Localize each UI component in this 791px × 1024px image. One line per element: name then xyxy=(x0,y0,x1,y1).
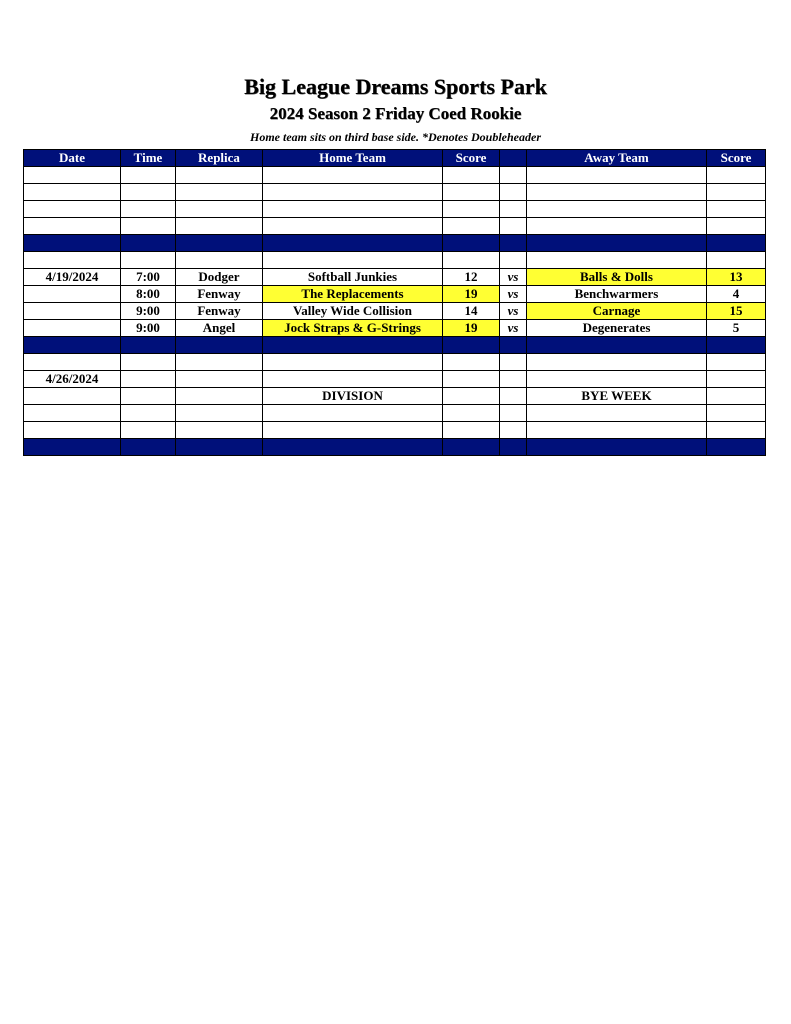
home-score: 12 xyxy=(443,269,500,286)
schedule-table xyxy=(23,149,766,456)
away-team: Balls & Dolls xyxy=(527,269,707,286)
away-score: 4 xyxy=(707,286,766,303)
col-header-date: Date xyxy=(24,150,121,167)
division-label: DIVISION xyxy=(263,388,443,405)
game-time: 9:00 xyxy=(121,303,176,320)
game-row xyxy=(24,286,766,303)
home-score: 19 xyxy=(443,320,500,337)
empty-row xyxy=(24,184,766,201)
col-header-away-team: Away Team xyxy=(527,150,707,167)
empty-row xyxy=(24,252,766,269)
empty-row xyxy=(24,354,766,371)
game-field: Fenway xyxy=(176,286,263,303)
col-header-replica: Replica xyxy=(176,150,263,167)
vs-label: vs xyxy=(500,286,527,303)
col-header-home-team: Home Team xyxy=(263,150,443,167)
away-team: Degenerates xyxy=(527,320,707,337)
empty-row xyxy=(24,422,766,439)
separator-band xyxy=(24,235,766,252)
game-field: Fenway xyxy=(176,303,263,320)
away-team: Carnage xyxy=(527,303,707,320)
separator-band xyxy=(24,337,766,354)
empty-row xyxy=(24,405,766,422)
col-header-home-score: Score xyxy=(443,150,500,167)
game-time: 7:00 xyxy=(121,269,176,286)
vs-label: vs xyxy=(500,320,527,337)
empty-row xyxy=(24,218,766,235)
game-time: 9:00 xyxy=(121,320,176,337)
bye-week-label: BYE WEEK xyxy=(527,388,707,405)
game-row xyxy=(24,269,766,286)
col-header-away-score: Score xyxy=(707,150,766,167)
away-score: 13 xyxy=(707,269,766,286)
home-score: 19 xyxy=(443,286,500,303)
week-date-row xyxy=(24,371,766,388)
bye-row xyxy=(24,388,766,405)
page-subtitle: 2024 Season 2 Friday Coed Rookie xyxy=(269,104,522,123)
home-score: 14 xyxy=(443,303,500,320)
game-row xyxy=(24,303,766,320)
game-time: 8:00 xyxy=(121,286,176,303)
empty-row xyxy=(24,201,766,218)
home-team: Jock Straps & G-Strings xyxy=(263,320,443,337)
vs-label: vs xyxy=(500,269,527,286)
home-team: Softball Junkies xyxy=(263,269,443,286)
away-team: Benchwarmers xyxy=(527,286,707,303)
col-header-time: Time xyxy=(121,150,176,167)
vs-label: vs xyxy=(500,303,527,320)
col-header-vs xyxy=(500,150,527,167)
separator-band xyxy=(24,439,766,456)
game-field: Angel xyxy=(176,320,263,337)
away-score: 15 xyxy=(707,303,766,320)
game-row xyxy=(24,320,766,337)
home-team: Valley Wide Collision xyxy=(263,303,443,320)
away-score: 5 xyxy=(707,320,766,337)
table-header-row xyxy=(24,150,766,167)
page-title: Big League Dreams Sports Park xyxy=(244,74,547,99)
empty-row xyxy=(24,167,766,184)
home-team: The Replacements xyxy=(263,286,443,303)
game-field: Dodger xyxy=(176,269,263,286)
game-date: 4/26/2024 xyxy=(24,371,121,388)
schedule-note: Home team sits on third base side. *Denotes Doubleheader xyxy=(250,130,541,144)
game-date: 4/19/2024 xyxy=(24,269,121,286)
